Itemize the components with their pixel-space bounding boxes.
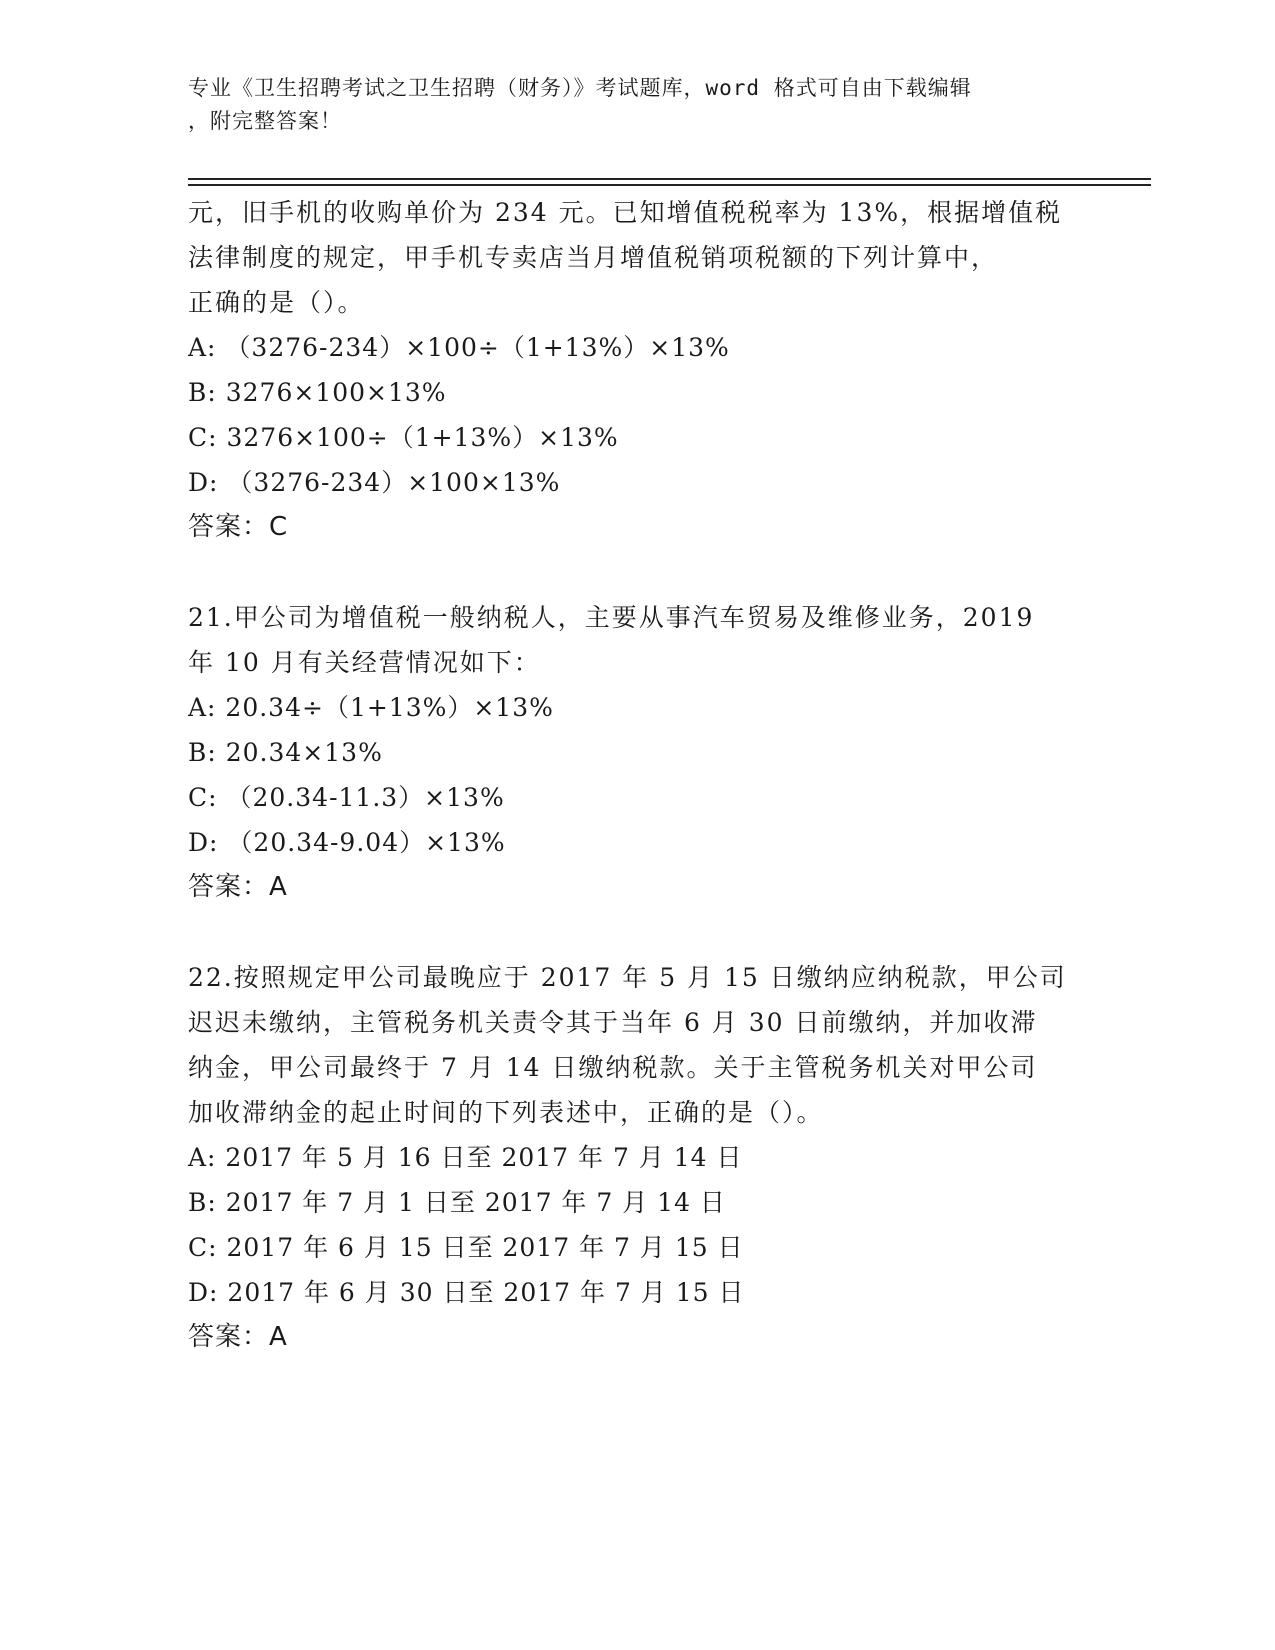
answer-label: 答案：C: [188, 512, 289, 542]
header-line-2: ，附完整答案！: [188, 109, 342, 133]
option-c: C: （20.34-11.3）×13%: [188, 783, 505, 812]
header-rule-top: [188, 178, 1151, 180]
question-text-line: 21.甲公司为增值税一般纳税人，主要从事汽车贸易及维修业务，2019: [188, 603, 1035, 632]
question-continued: [188, 190, 1088, 550]
question-text-line: 法律制度的规定，甲手机专卖店当月增值税销项税额的下列计算中，: [188, 243, 999, 272]
question-text-line: 22.按照规定甲公司最晚应于 2017 年 5 月 15 日缴纳应纳税款，甲公司: [188, 963, 1067, 992]
question-text-line: 元，旧手机的收购单价为 234 元。已知增值税税率为 13%，根据增值税: [188, 198, 1063, 227]
spacer: [188, 550, 1088, 595]
option-a: A: （3276-234）×100÷（1+13%）×13%: [188, 333, 730, 362]
spacer: [188, 910, 1088, 955]
option-b: B: 3276×100×13%: [188, 378, 447, 407]
question-text-line: 年 10 月有关经营情况如下：: [188, 648, 541, 677]
option-a: A: 20.34÷（1+13%）×13%: [188, 693, 554, 722]
question-text-line: 纳金，甲公司最终于 7 月 14 日缴纳税款。关于主管税务机关对甲公司: [188, 1053, 1038, 1082]
header-rule-bottom: [188, 184, 1151, 186]
answer-label: 答案：A: [188, 872, 288, 902]
document-body: [188, 190, 1088, 1360]
option-b: B: 20.34×13%: [188, 738, 383, 767]
header-line-1: 专业《卫生招聘考试之卫生招聘（财务）》考试题库，word 格式可自由下载编辑: [188, 76, 972, 100]
option-c: C: 3276×100÷（1+13%）×13%: [188, 423, 619, 452]
document-header: [188, 72, 1068, 138]
question-text-line: 加收滞纳金的起止时间的下列表述中，正确的是（）。: [188, 1098, 824, 1127]
question-text-line: 迟迟未缴纳，主管税务机关责令其于当年 6 月 30 日前缴纳，并加收滞: [188, 1008, 1038, 1037]
option-b: B: 2017 年 7 月 1 日至 2017 年 7 月 14 日: [188, 1188, 726, 1217]
option-c: C: 2017 年 6 月 15 日至 2017 年 7 月 15 日: [188, 1233, 744, 1262]
question-21: [188, 595, 1088, 910]
question-text-line: 正确的是（）。: [188, 288, 365, 317]
option-a: A: 2017 年 5 月 16 日至 2017 年 7 月 14 日: [188, 1143, 743, 1172]
option-d: D: （20.34-9.04）×13%: [188, 828, 506, 857]
option-d: D: （3276-234）×100×13%: [188, 468, 561, 497]
option-d: D: 2017 年 6 月 30 日至 2017 年 7 月 15 日: [188, 1278, 745, 1307]
question-22: [188, 955, 1088, 1360]
answer-label: 答案：A: [188, 1322, 288, 1352]
